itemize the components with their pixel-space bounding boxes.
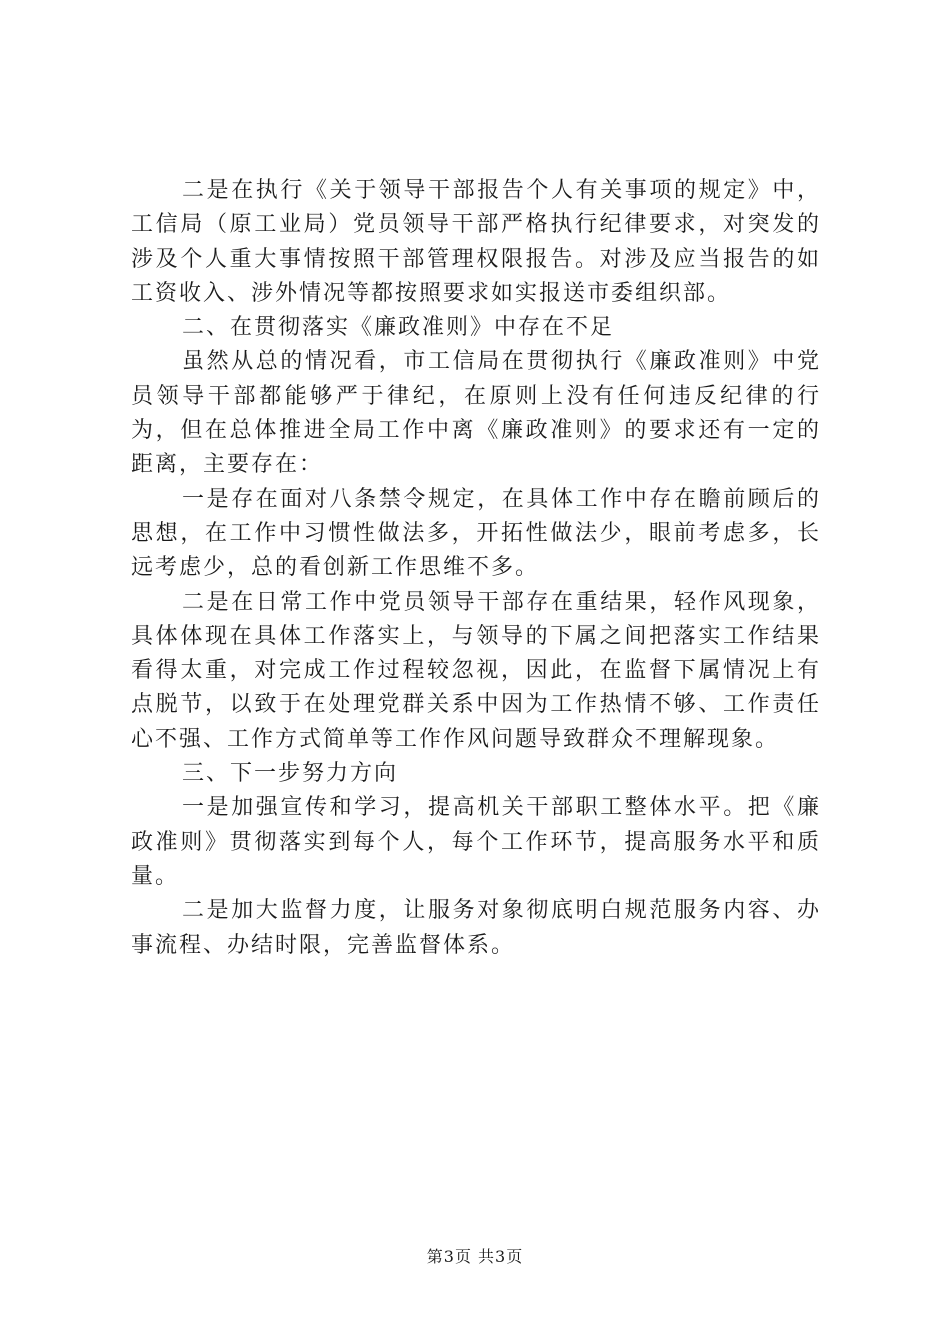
paragraph-problem-one: 一是存在面对八条禁令规定，在具体工作中存在瞻前顾后的思想，在工作中习惯性做法多，开拓性做法少，眼前考虑多，长远考虑少，总的看创新工作思维不多。 xyxy=(131,486,821,581)
paragraph-next-step-one: 一是加强宣传和学习，提高机关干部职工整体水平。把《廉政准则》贯彻落实到每个人，每个工作环节，提高服务水平和质量。 xyxy=(131,795,821,889)
paragraph-overall-situation: 虽然从总的情况看，市工信局在贯彻执行《廉政准则》中党员领导干部都能够严于律纪，在原则上没有任何违反纪律的行为，但在总体推进全局工作中离《廉政准则》的要求还有一定的距离，主要存在： xyxy=(131,349,821,478)
section-heading-shortcomings: 二、在贯彻落实《廉政准则》中存在不足 xyxy=(182,315,615,341)
paragraph-report-rules: 二是在执行《关于领导干部报告个人有关事项的规定》中，工信局（原工业局）党员领导干部严格执行纪律要求，对突发的涉及个人重大事情按照干部管理权限报告。对涉及应当报告的如工资收入、涉外情况等都按照要求如实报送市委组织部。 xyxy=(131,178,821,306)
document-body xyxy=(131,174,821,963)
paragraph-problem-two: 二是在日常工作中党员领导干部存在重结果，轻作风现象，具体体现在具体工作落实上，与领导的下属之间把落实工作结果看得太重，对完成工作过程较忽视，因此，在监督下属情况上有点脱节，以致于在处理党群关系中因为工作热情不够、工作责任心不强、工作方式简单等工作作风问题导致群众不理解现象。 xyxy=(131,589,821,752)
section-heading-next-steps: 三、下一步努力方向 xyxy=(182,761,399,787)
page-footer: 第3页 共3页 xyxy=(426,1247,524,1266)
paragraph-next-step-two: 二是加大监督力度，让服务对象彻底明白规范服务内容、办事流程、办结时限，完善监督体系。 xyxy=(131,898,821,958)
